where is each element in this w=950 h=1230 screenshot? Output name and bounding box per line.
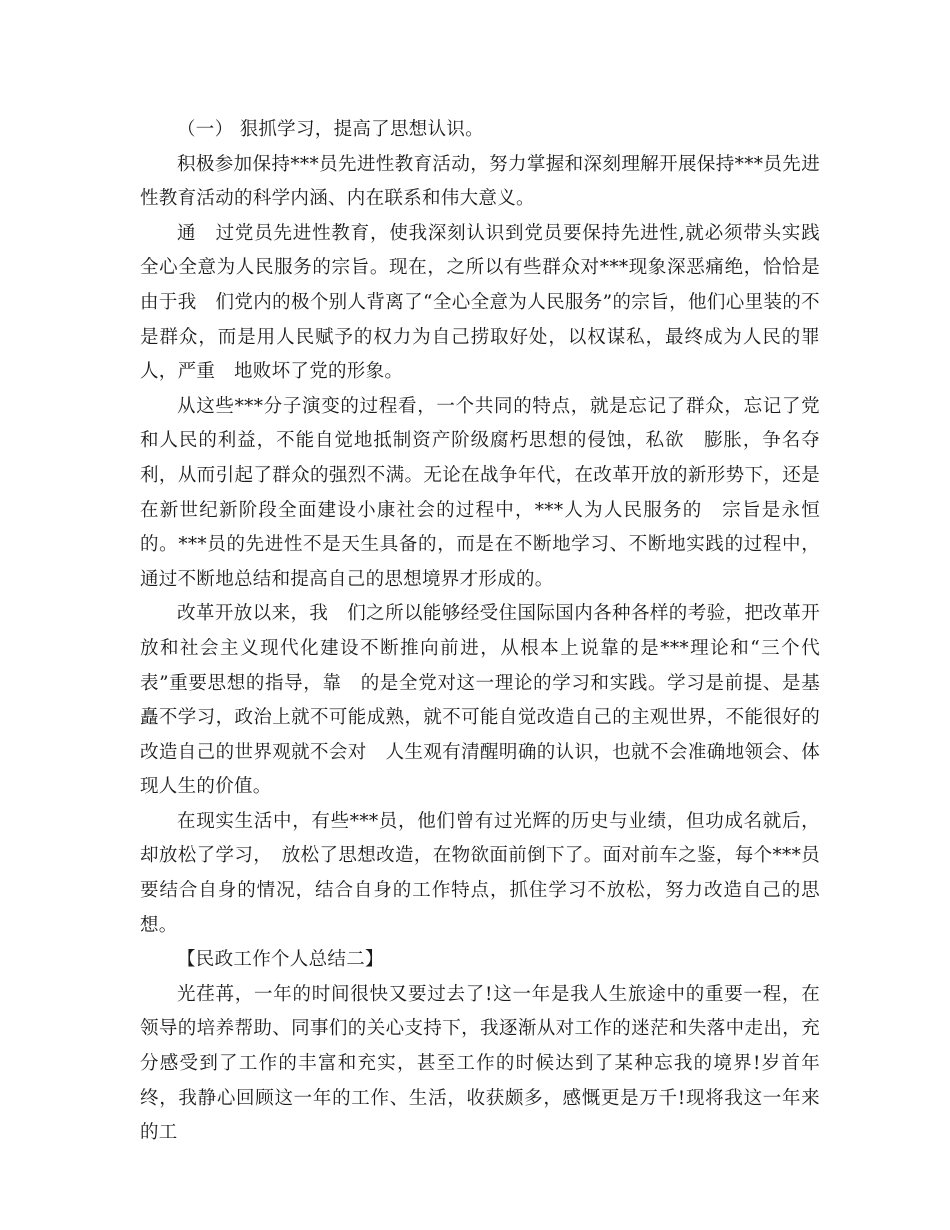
paragraph: 积极参加保持***员先进性教育活动，努力掌握和深刻理解开展保持***员先进性教育活动的科学内涵、内在联系和伟大意义。: [140, 153, 820, 210]
paragraph: 改革开放以来，我 们之所以能够经受住国际国内各种各样的考验，把改革开放和社会主义现代化建设不断推向前进，从根本上说靠的是***理论和“三个代表”重要思想的指导，靠 的是全党对这一理论的学习和实践。学习是前提、是基矗不学习，政治上就不可能成熟，就不可能自觉改造自己的主观世界，不能很好的改造自己的世界观就不会对 人生观有清醒明确的认识，也就不会准确地领会、体现人生的价值。: [140, 603, 820, 798]
paragraph: 从这些***分子演变的过程看，一个共同的特点，就是忘记了群众，忘记了党和人民的利益，不能自觉地抵制资产阶级腐朽思想的侵蚀，私欲 膨胀，争名夺利，从而引起了群众的强烈不满。无论在战争年代，在改革开放的新形势下，还是在新世纪新阶段全面建设小康社会的过程中，***人为人民服务的 宗旨是永恒的。***员的先进性不是天生具备的，而是在不断地学习、不断地实践的过程中，通过不断地总结和提高自己的思想境界才形成的。: [140, 395, 820, 590]
section-heading: （一） 狠抓学习，提高了思想认识。: [177, 119, 484, 140]
paragraph: 通 过党员先进性教育，使我深刻认识到党员要保持先进性,就必须带头实践全心全意为人民服务的宗旨。现在，之所以有些群众对***现象深恶痛绝，恰恰是由于我 们党内的极个别人背离了“全心全意为人民服务”的宗旨，他们心里装的不是群众，而是用人民赋予的权力为自己捞取好处，以权谋私，最终成为人民的罪人，严重 地败坏了党的形象。: [140, 222, 820, 383]
paragraph: 在现实生活中，有些***员，他们曾有过光辉的历史与业绩，但功成名就后，却放松了学习， 放松了思想改造，在物欲面前倒下了。面对前车之鉴，每个***员要结合自身的情况，结合自身的工作特点，抓住学习不放松，努力改造自己的思想。: [140, 810, 820, 936]
section-title: 【民政工作个人总结二】: [177, 949, 384, 971]
document-body: [140, 113, 820, 1151]
paragraph: 光荏苒，一年的时间很快又要过去了!这一年是我人生旅途中的重要一程，在领导的培养帮助、同事们的关心支持下，我逐渐从对工作的迷茫和失落中走出，充分感受到了工作的丰富和充实，甚至工作的时候达到了某种忘我的境界!岁首年终，我静心回顾这一年的工作、生活，收获颇多，感慨更是万千!现将我这一年来的工: [140, 983, 820, 1144]
